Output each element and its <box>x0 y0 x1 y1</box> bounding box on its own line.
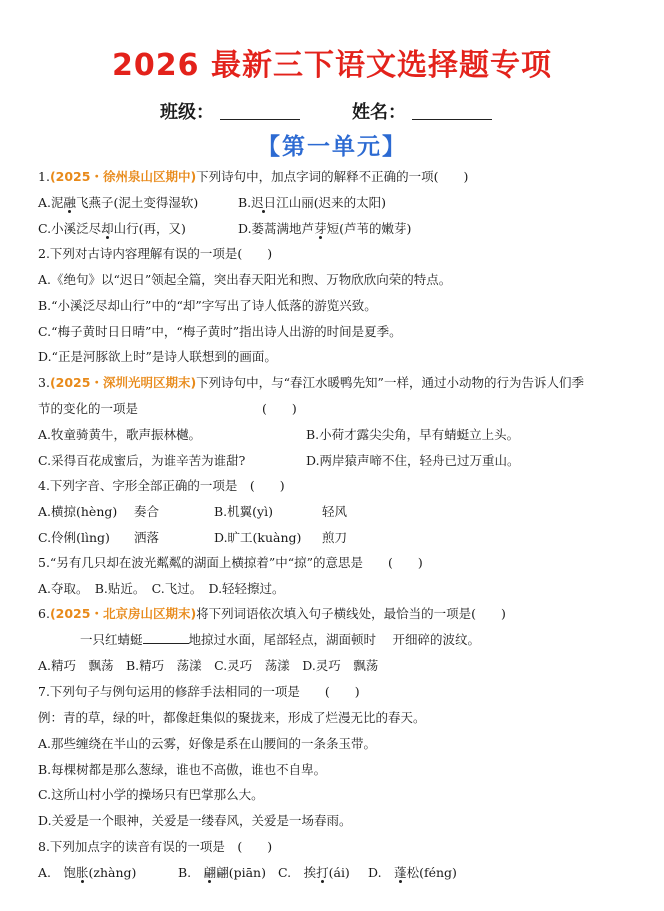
dotted-char: 芽 <box>314 221 327 236</box>
dotted-char: 蓬 <box>394 865 407 880</box>
question-7-option-c: C.这所山村小学的操场只有巴掌那么大。 <box>38 787 264 802</box>
option-d: D. 蓬松(féng) <box>368 865 457 880</box>
dotted-char: 打 <box>316 865 329 880</box>
unit-heading: 【第一单元】 <box>257 134 407 160</box>
source-tag: (2025・深圳光明区期末) <box>49 375 197 390</box>
question-7-stem: 7.下列句子与例句运用的修辞手法相同的一项是 ( ) <box>38 684 360 699</box>
question-3-stem: 3.(2025・深圳光明区期末)下列诗句中，与“春江水暖鸭先知”一样，通过小动物的行为告诉人们季 <box>38 375 584 390</box>
question-5-stem: 5.“另有几只却在波光粼粼的湖面上横掠着”中“掠”的意思是 ( ) <box>38 555 423 570</box>
option-b: B. 翩翩(piān) <box>178 865 266 880</box>
option-a: A.牧童骑黄牛，歌声振林樾。 <box>38 427 202 442</box>
source-tag: (2025・徐州泉山区期中) <box>49 169 197 184</box>
dotted-char: 融 <box>63 195 77 210</box>
question-7-option-a: A.那些缠绕在半山的云雾，好像是系在山腰间的一条条玉带。 <box>38 736 377 751</box>
answer-paren: ( ) <box>262 401 297 416</box>
question-3-stem-cont: 节的变化的一项是 ( ) <box>38 401 297 416</box>
question-2-option-d: D.“正是河豚欲上时”是诗人联想到的画面。 <box>38 349 277 364</box>
page-title: 2026 最新三下语文选择题专项 <box>112 48 552 83</box>
question-2-option-c: C.“梅子黄时日日晴”中，“梅子黄时”指出诗人出游的时间是夏季。 <box>38 324 402 339</box>
option-c: C.小溪泛尽却山行(再，又) <box>38 221 186 236</box>
question-6-stem: 6.(2025・北京房山区期末)将下列词语依次填入句子横线处，最恰当的一项是( ) <box>38 606 506 621</box>
option-b: B.小荷才露尖尖角，早有蜻蜓立上头。 <box>306 427 520 442</box>
class-blank <box>220 119 300 120</box>
question-6-sentence: 一只红蜻蜓 地掠过水面，尾部轻点，湖面顿时 开细碎的波纹。 <box>80 632 480 647</box>
question-1-stem <box>38 168 468 186</box>
option-d: D.两岸猿声啼不住，轻舟已过万重山。 <box>306 453 520 468</box>
question-6-options: A.精巧 飘荡 B.精巧 荡漾 C.灵巧 荡漾 D.灵巧 飘荡 <box>38 658 379 673</box>
option-c: C.采得百花成蜜后，为谁辛苦为谁甜? <box>38 453 246 468</box>
question-7-example: 例：青的草，绿的叶，都像赶集似的聚拢来，形成了烂漫无比的春天。 <box>38 710 426 725</box>
question-number: 1. <box>38 169 50 184</box>
question-5-options: A.夺取。 B.贴近。 C.飞过。 D.轻轻擦过。 <box>38 581 285 596</box>
question-2-option-b: B.“小溪泛尽却山行”中的“却”字写出了诗人低落的游览兴致。 <box>38 298 377 313</box>
name-label: 姓名： <box>352 102 406 123</box>
option-c: C.伶俐(lìng) <box>38 530 110 545</box>
source-tag: (2025・北京房山区期末) <box>49 606 197 621</box>
class-label: 班级： <box>160 102 214 123</box>
option-b: B.迟日江山丽(迟来的太阳) <box>238 195 386 210</box>
option-b: B.机翼(yì) <box>214 504 273 519</box>
dotted-char: 胀 <box>76 865 89 880</box>
option-d: D.蒌蒿满地芦芽短(芦苇的嫩芽) <box>238 221 412 236</box>
question-7-option-d: D.关爱是一个眼神，关爱是一缕春风，关爱是一场春雨。 <box>38 813 352 828</box>
fill-blank <box>143 631 189 644</box>
option-d: D.旷工(kuàng) <box>214 530 302 545</box>
dotted-char: 却 <box>101 221 114 236</box>
option-a: A. 饱胀(zhàng) <box>38 865 137 880</box>
dotted-char: 翩 <box>203 865 217 880</box>
question-text: 下列诗句中，加点字词的解释不正确的一项( ) <box>196 169 469 184</box>
question-4-stem: 4.下列字音、字形全部正确的一项是 ( ) <box>38 478 285 493</box>
option-c: C. 挨打(ái) <box>278 865 350 880</box>
question-7-option-b: B.每棵树都是那么葱绿，谁也不高傲，谁也不自卑。 <box>38 762 327 777</box>
question-2-stem: 2.下列对古诗内容理解有误的一项是( ) <box>38 246 273 261</box>
option-a: A.横掠(hèng) <box>38 504 118 519</box>
option-a: A.泥融飞燕子(泥土变得湿软) <box>38 195 199 210</box>
name-blank <box>412 119 492 120</box>
question-2-option-a: A.《绝句》以“迟日”领起全篇，突出春天阳光和煦、万物欣欣向荣的特点。 <box>38 272 452 287</box>
question-8-stem: 8.下列加点字的读音有误的一项是 ( ) <box>38 839 273 854</box>
dotted-char: 迟日 <box>251 195 277 210</box>
